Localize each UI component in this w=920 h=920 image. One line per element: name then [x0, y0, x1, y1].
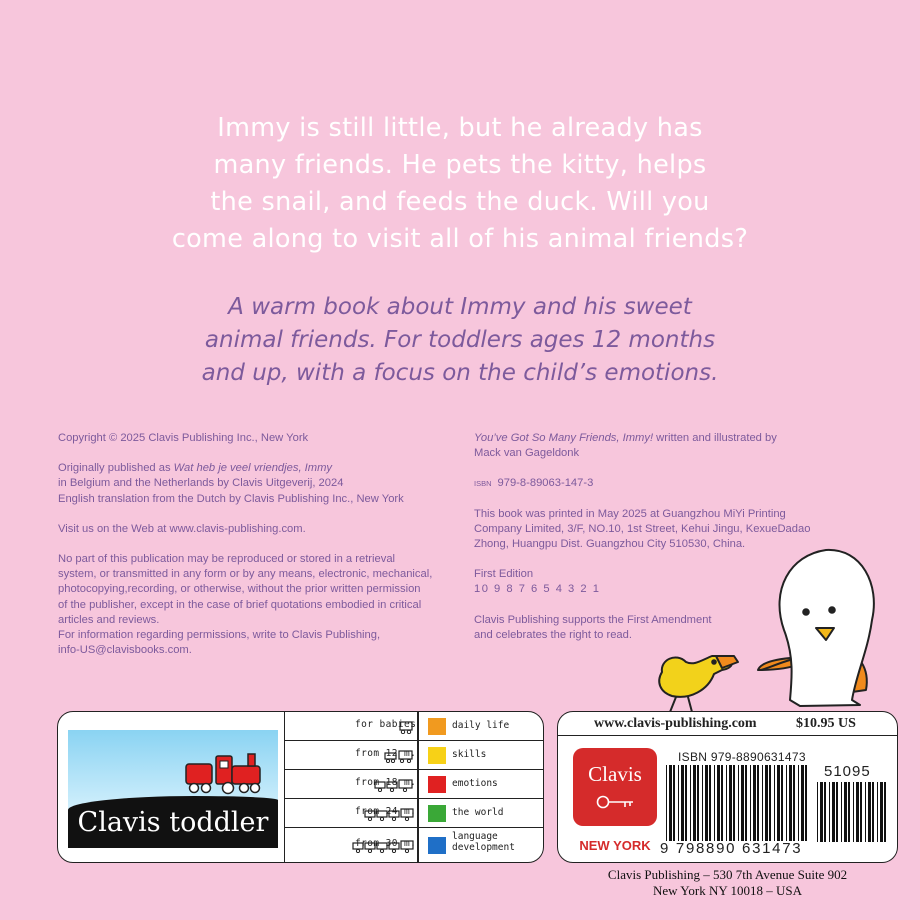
- barcode-bar: [717, 765, 720, 841]
- barcode-bar: [832, 782, 835, 842]
- isbn-number: 979-8-89063-147-3: [497, 477, 594, 490]
- category-swatch: [428, 747, 446, 764]
- barcode-bar: [762, 765, 763, 841]
- publisher-address: [557, 867, 898, 899]
- barcode-bar: [709, 765, 711, 841]
- barcode-bar: [884, 782, 886, 842]
- age-row: [285, 712, 544, 741]
- printing-info-line: Company Limited, 3/F, NO.10, 1st Street, Kehui Jingu, KexueDadao: [474, 522, 811, 535]
- category-label: emotions: [452, 778, 498, 789]
- category-label: skills: [452, 749, 487, 760]
- series-logo-text: Clavis toddler: [77, 807, 269, 838]
- amendment-line: Clavis Publishing supports the First Amendment: [474, 613, 712, 626]
- barcode-bar: [729, 765, 732, 841]
- barcode-bar: [820, 782, 823, 842]
- barcode-bar: [678, 765, 679, 841]
- barcode-bar: [693, 765, 696, 841]
- barcode-box: [557, 711, 898, 863]
- copyright-block: [58, 431, 458, 658]
- barcode-bar: [793, 765, 795, 841]
- blurb-line: Immy is still little, but he already has: [217, 113, 703, 143]
- age-row: [285, 741, 544, 770]
- barcode-bar: [673, 765, 675, 841]
- barcode-bar: [774, 765, 775, 841]
- barcode-bar: [733, 765, 735, 841]
- printing-line: 10 9 8 7 6 5 4 3 2 1: [474, 583, 601, 596]
- original-publication-prefix: Originally published as: [58, 462, 174, 475]
- age-row: [285, 799, 544, 828]
- back-cover-blurb: [0, 110, 920, 258]
- back-cover-tagline: [0, 291, 920, 390]
- ean-digits: 9 798890 631473: [660, 840, 803, 857]
- barcode-bar: [721, 765, 723, 841]
- category-label: language development: [452, 831, 515, 853]
- original-title: Wat heb je veel vriendjes, Immy: [173, 462, 333, 475]
- clavis-logo: [573, 748, 657, 826]
- byline: written and illustrated by: [653, 432, 777, 444]
- barcode-bar: [856, 782, 859, 842]
- barcode-bar: [817, 782, 818, 842]
- age-row: [285, 828, 544, 863]
- author-name: Mack van Gageldonk: [474, 447, 580, 460]
- clavis-toddler-logo: [68, 730, 278, 848]
- city-label: NEW YORK: [579, 838, 651, 853]
- printing-info-line: Zhong, Huangpu Dist. Guangzhou City 510530, China.: [474, 538, 746, 551]
- barcode-bar: [844, 782, 847, 842]
- publisher-url[interactable]: www.clavis-publishing.com: [594, 716, 757, 731]
- barcode-bar: [805, 765, 807, 841]
- permissions-email: info-US@clavisbooks.com.: [58, 644, 192, 657]
- barcode-bar: [697, 765, 699, 841]
- printing-info-line: This book was printed in May 2025 at Guangzhou MiYi Printing: [474, 507, 786, 520]
- barcode-bar: [741, 765, 744, 841]
- barcode-bar: [789, 765, 792, 841]
- rights-line: No part of this publication may be reproduced or stored in a retrieval: [58, 553, 396, 566]
- address-line: Clavis Publishing – 530 7th Avenue Suite 902: [607, 867, 848, 882]
- age-label: from 30 m.: [355, 838, 417, 849]
- blurb-line: many friends. He pets the kitty, helps: [213, 150, 707, 180]
- category-swatch: [428, 837, 446, 854]
- barcode-bar: [714, 765, 715, 841]
- barcode-bar: [872, 782, 874, 842]
- tagline-line: A warm book about Immy and his sweet: [228, 294, 692, 320]
- barcode-bar: [777, 765, 780, 841]
- amendment-line: and celebrates the right to read.: [474, 628, 632, 641]
- barcode-bar: [669, 765, 672, 841]
- barcode-bar: [685, 765, 687, 841]
- age-category-table: [284, 712, 544, 863]
- credits-block: [474, 431, 834, 658]
- rights-line: system, or transmitted in any form or by any means, electronic, mechanical,: [58, 568, 433, 581]
- barcode-bar: [829, 782, 830, 842]
- website-note: Visit us on the Web at www.clavis-publishing.com.: [58, 522, 306, 535]
- barcode-bar: [865, 782, 866, 842]
- tagline-line: animal friends. For toddlers ages 12 months: [204, 327, 716, 353]
- barcode-bar: [726, 765, 727, 841]
- rights-line: articles and reviews.: [58, 613, 160, 626]
- barcode-bar: [745, 765, 747, 841]
- barcode-bar: [750, 765, 751, 841]
- rights-line: of the publisher, except in the case of brief quotations embodied in critical: [58, 598, 422, 611]
- barcode-bar: [824, 782, 826, 842]
- barcode-bar: [765, 765, 768, 841]
- brand-name: Clavis: [588, 762, 642, 786]
- age-label: from 24 m.: [355, 806, 417, 817]
- rights-notice: [58, 552, 458, 658]
- book-title: You’ve Got So Many Friends, Immy!: [474, 432, 654, 444]
- barcode-bar: [781, 765, 783, 841]
- series-info-box: [57, 711, 544, 863]
- age-label: from 12 m.: [355, 748, 417, 759]
- edition: First Edition: [474, 568, 534, 581]
- category-swatch: [428, 776, 446, 793]
- barcode-bar: [860, 782, 862, 842]
- barcode-bar: [868, 782, 871, 842]
- category-label: the world: [452, 807, 504, 818]
- barcode-bar: [801, 765, 804, 841]
- barcode-bar: [848, 782, 850, 842]
- barcode-bar: [841, 782, 842, 842]
- age-row: [285, 770, 544, 799]
- category-swatch: [428, 718, 446, 735]
- price-code: 51095: [824, 763, 871, 780]
- price: $10.95 US: [796, 716, 856, 731]
- isbn-label: ISBN: [474, 479, 492, 489]
- barcode-bar: [753, 765, 756, 841]
- barcode-bar: [666, 765, 667, 841]
- category-swatch: [428, 805, 446, 822]
- web-price-bar: [558, 712, 898, 736]
- age-label: from 18 m.: [355, 777, 417, 788]
- barcode-bar: [757, 765, 759, 841]
- barcode-bar: [836, 782, 838, 842]
- barcode-bar: [880, 782, 883, 842]
- price-barcode: [815, 782, 891, 842]
- blurb-line: the snail, and feeds the duck. Will you: [210, 187, 710, 217]
- tagline-line: and up, with a focus on the child’s emotions.: [201, 360, 719, 386]
- ean-barcode: [664, 765, 812, 841]
- copyright-line: Copyright © 2025 Clavis Publishing Inc., New York: [58, 432, 309, 444]
- key-icon: [595, 794, 637, 810]
- barcode-bar: [702, 765, 703, 841]
- rights-line: photocopying,recording, or otherwise, without the prior written permission: [58, 583, 421, 596]
- address-line: New York NY 10018 – USA: [652, 883, 803, 898]
- translation-credit: English translation from the Dutch by Clavis Publishing Inc., New York: [58, 492, 404, 505]
- age-label: for babies: [355, 719, 417, 730]
- blurb-line: come along to visit all of his animal friends?: [171, 224, 749, 254]
- barcode-bar: [798, 765, 799, 841]
- barcode-bar: [769, 765, 771, 841]
- permissions-line: For information regarding permissions, write to Clavis Publishing,: [58, 629, 381, 642]
- barcode-bar: [786, 765, 787, 841]
- category-label: daily life: [452, 720, 510, 731]
- original-publisher: in Belgium and the Netherlands by Clavis Uitgeverij, 2024: [58, 477, 344, 490]
- barcode-isbn: ISBN 979-8890631473: [678, 750, 806, 764]
- barcode-bar: [853, 782, 854, 842]
- barcode-bar: [705, 765, 708, 841]
- barcode-bar: [738, 765, 739, 841]
- barcode-bar: [690, 765, 691, 841]
- barcode-bar: [681, 765, 684, 841]
- barcode-bar: [877, 782, 878, 842]
- duck-illustration: [659, 656, 738, 712]
